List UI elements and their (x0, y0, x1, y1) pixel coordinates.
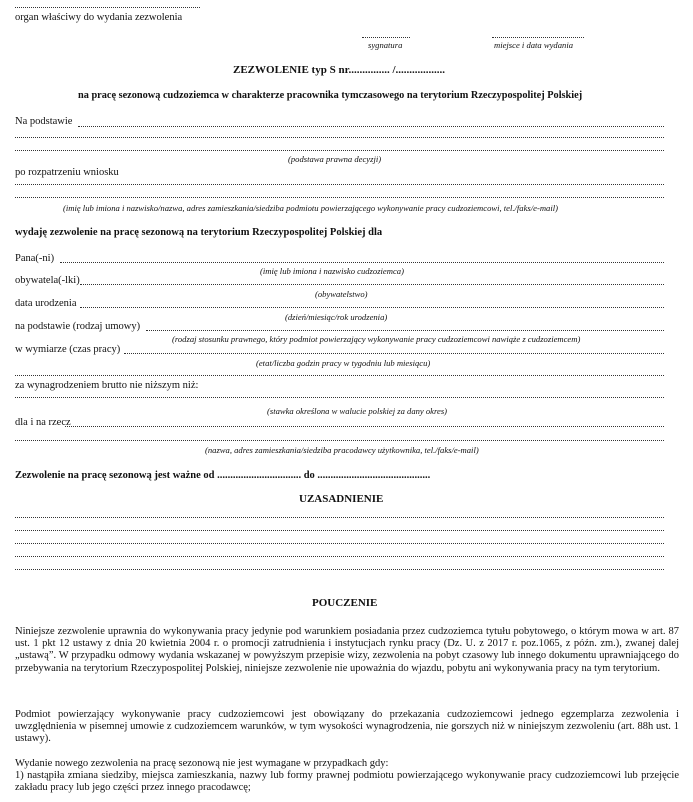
permit-title: ZEZWOLENIE typ S nr............... /.................. (233, 64, 445, 76)
instruction-paragraph-3: Wydanie nowego zezwolenia na pracę sezonową nie jest wymagane w przypadkach gdy: (15, 758, 389, 769)
authority-label: organ właściwy do wydania zezwolenia (15, 12, 183, 23)
authority-dotted-line (15, 7, 200, 8)
hours-hint: (etat/liczba godzin pracy w tygodniu lub miesiącu) (256, 358, 431, 368)
citizenship-line[interactable] (80, 284, 664, 285)
employer-line-1[interactable] (65, 426, 664, 427)
instruction-paragraph-1: Niniejsze zezwolenie uprawnia do wykonywania pracy jedynie pod warunkiem posiadania przez cudzoziemca tytułu pobytowego, o którym mowa w art. 87 ust. 1 pkt 12 ustawy z dnia 20 kwietnia 2004 r. o promocji zatrudnienia i instytucjach rynku pracy (Dz. U. z 2017 r. poz.1065, z późn. zm.), zwanej dalej „ustawą”. W przypadku odmowy wydania wskazanej w powyższym przepisie wizy, zezwolenia na pobyt czasowy lub innego dokumentu uprawniającego do przebywania na terytorium Rzeczypospolitej Polskiej, niniejsze zezwolenie nie upoważnia do wjazdu, pobytu ani wykonywania pracy na tym terytorium. (15, 626, 679, 674)
application-line-1[interactable] (15, 184, 664, 185)
employer-hint: (nazwa, adres zamieszkania/siedziba pracodawcy użytkownika, tel./faks/e-mail) (205, 445, 479, 455)
justification-line-2[interactable] (15, 530, 664, 531)
contract-label: na podstawie (rodzaj umowy) (15, 321, 141, 332)
instruction-paragraph-4: 1) nastąpiła zmiana siedziby, miejsca zamieszkania, nazwy lub formy prawnej podmiotu powierzającego wykonywanie pracy cudzoziemcowi lub przejęcie zakładu pracy lub jego części przez innego pracodawcę; (15, 770, 679, 794)
signature-label: sygnatura (368, 40, 403, 50)
birth-line[interactable] (80, 307, 664, 308)
hours-line[interactable] (124, 353, 664, 354)
basis-hint: (podstawa prawna decyzji) (288, 154, 382, 164)
employer-line-2[interactable] (15, 440, 664, 441)
signature-dotted-line (362, 37, 410, 38)
justification-line-4[interactable] (15, 556, 664, 557)
issue-statement: wydaję zezwolenie na pracę sezonową na terytorium Rzeczypospolitej Polskiej dla (15, 227, 383, 238)
validity-statement: Zezwolenie na pracę sezonową jest ważne od ................................ do ........................................... (15, 470, 431, 481)
hours-line-2[interactable] (15, 375, 664, 376)
name-hint: (imię lub imiona i nazwisko cudzoziemca) (260, 266, 404, 276)
application-line-2[interactable] (15, 197, 664, 198)
contract-hint: (rodzaj stosunku prawnego, który podmiot powierzający wykonywanie pracy cudzoziemcowi nawiąże z cudzoziemcem) (172, 334, 581, 344)
basis-line-3[interactable] (15, 150, 664, 151)
justification-line-5[interactable] (15, 569, 664, 570)
place-date-dotted-line (492, 37, 584, 38)
birth-label: data urodzenia (15, 298, 77, 309)
birth-hint: (dzień/miesiąc/rok urodzenia) (285, 312, 388, 322)
basis-line-2[interactable] (15, 137, 664, 138)
permit-subtitle: na pracę sezonową cudzoziemca w charakterze pracownika tymczasowego na terytorium Rzeczypospolitej Polskiej (78, 90, 583, 101)
basis-label: Na podstawie (15, 116, 73, 127)
justification-heading: UZASADNIENIE (299, 493, 384, 505)
salary-line-1[interactable] (15, 397, 664, 398)
application-hint: (imię lub imiona i nazwisko/nazwa, adres zamieszkania/siedziba podmiotu powierzającego wykonywanie pracy cudzoziemcowi, tel./faks/e-mail) (63, 203, 558, 213)
instruction-paragraph-2: Podmiot powierzający wykonywanie pracy cudzoziemcowi jest obowiązany do przekazania cudzoziemcowi jednego egzemplarza zezwolenia i uwzględnienia w pisemnej umowie z cudzoziemcem warunków, w tym wysokości wynagrodzenia, nie gorszych niż w niniejszym zezwoleniu (art. 88h ust. 1 ustawy). (15, 709, 679, 745)
justification-line-1[interactable] (15, 517, 664, 518)
employer-label: dla i na rzecz (15, 417, 71, 428)
citizenship-label: obywatela(-lki) (15, 275, 80, 286)
contract-line[interactable] (146, 330, 664, 331)
application-label: po rozpatrzeniu wniosku (15, 167, 119, 178)
citizenship-hint: (obywatelstwo) (315, 289, 368, 299)
salary-label: za wynagrodzeniem brutto nie niższym niż: (15, 380, 199, 391)
justification-line-3[interactable] (15, 543, 664, 544)
basis-line-1[interactable] (78, 126, 664, 127)
place-date-label: miejsce i data wydania (494, 40, 574, 50)
hours-label: w wymiarze (czas pracy) (15, 344, 121, 355)
name-label: Pana(-ni) (15, 253, 55, 264)
instruction-heading: POUCZENIE (312, 597, 378, 609)
salary-hint: (stawka określona w walucie polskiej za dany okres) (267, 406, 448, 416)
name-line[interactable] (60, 262, 664, 263)
